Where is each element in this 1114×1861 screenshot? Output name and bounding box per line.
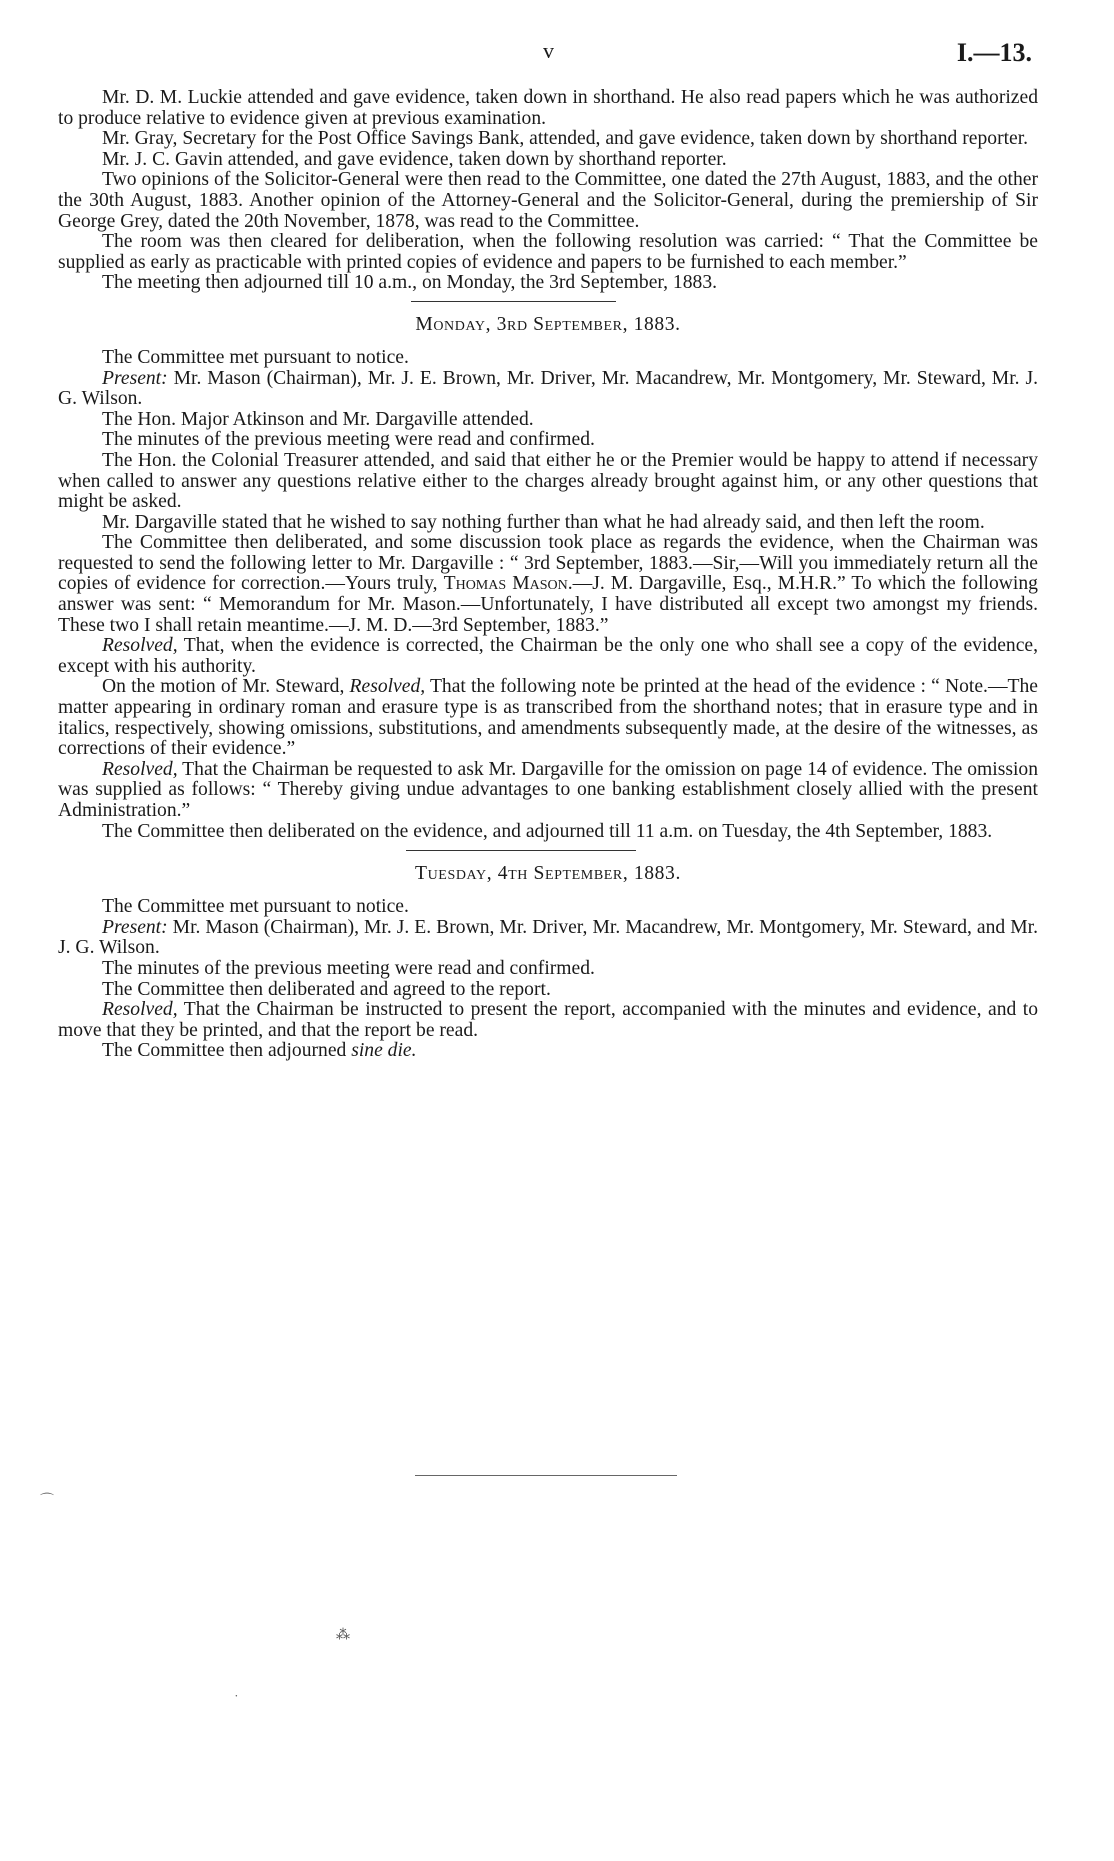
letter-text-continued: .—J. M. Dargaville, Esq., M.H.R.” To which the following answer was sent: “ Memorandum for Mr. Mason.—Unfortunately, I have distributed all except two amongst my friends. These two I shall retain meantime.—J. M. D.—3rd September, 1883.” [58, 573, 1038, 636]
paragraph: The minutes of the previous meeting were read and confirmed. [102, 429, 595, 451]
paragraph: The Hon. the Colonial Treasurer attended, and said that either he or the Premier would be happy to attend if necessary when called to answer any questions relative either to the charges already brought against him, or any other questions that might be asked. [58, 449, 1038, 513]
present-label: Present: [102, 367, 168, 389]
ink-speck: ˙ [234, 1693, 239, 1708]
paragraph: The minutes of the previous meeting were read and confirmed. [102, 957, 595, 979]
paragraph: The Committee met pursuant to notice. [102, 896, 409, 918]
page-header [0, 38, 1114, 72]
paragraph: The meeting then adjourned till 10 a.m., on Monday, the 3rd September, 1883. [102, 272, 718, 294]
resolved-label: Resolved, [349, 676, 426, 698]
paragraph: Mr. Dargaville stated that he wished to say nothing further than what he had already said, and then left the room. [102, 511, 985, 533]
paragraph: The Committee then deliberated and agreed to the report. [102, 978, 551, 1000]
letter-paragraph [58, 533, 1038, 636]
page-number: v [543, 38, 555, 63]
resolution-paragraph [58, 677, 1038, 759]
section-divider [406, 850, 636, 851]
resolved-label: Resolved, [102, 758, 178, 780]
document-body [58, 88, 1038, 1062]
present-paragraph [58, 918, 1038, 959]
adjourn-text: The Committee then adjourned [102, 1040, 352, 1062]
end-rule [415, 1475, 677, 1476]
resolved-label: Resolved, [102, 635, 178, 657]
resolution-text: That the Chairman be requested to ask Mr. Dargaville for the omission on page 14 of evidence. The omission was supplied as follows: “ Thereby giving undue advantages to one banking establishment closely allied with the present Administration.” [58, 758, 1038, 821]
resolution-paragraph [58, 636, 1038, 677]
signatory-name: Thomas Mason [443, 573, 568, 595]
sine-die: sine die. [351, 1040, 417, 1062]
paragraph: Mr. J. C. Gavin attended, and gave evidence, taken down by shorthand reporter. [102, 148, 727, 170]
paragraph: Mr. Gray, Secretary for the Post Office Savings Bank, attended, and gave evidence, taken down by shorthand reporter. [102, 128, 1029, 150]
paragraph: The Committee then deliberated on the evidence, and adjourned till 11 a.m. on Tuesday, the 4th September, 1883. [102, 820, 993, 842]
resolution-text: That, when the evidence is corrected, the Chairman be the only one who shall see a copy of the evidence, except with his authority. [58, 635, 1038, 677]
present-label: Present: [102, 916, 168, 938]
resolution-text: That the following note be printed at the head of the evidence : “ Note.—The matter appearing in ordinary roman and erasure type is as transcribed from the shorthand notes; that in erasure type and in italics, respectively, showing omissions, substitutions, and amendments subsequently made, at the desire of the witnesses, as corrections of their evidence.” [58, 676, 1039, 760]
paragraph [58, 1041, 1038, 1062]
present-paragraph [58, 369, 1038, 410]
motion-text: On the motion of Mr. Steward, [102, 676, 350, 698]
resolution-paragraph [58, 1000, 1038, 1041]
paragraph: Two opinions of the Solicitor-General were then read to the Committee, one dated the 27th August, 1883, and the other the 30th August, 1883. Another opinion of the Attorney-General and the Solicitor-General, during the premiership of Sir George Grey, dated the 20th November, 1878, was read to the Committee. [58, 169, 1038, 232]
ink-speck: ⁂ [336, 1628, 350, 1643]
paragraph: The Committee met pursuant to notice. [102, 346, 409, 368]
paragraph: The room was then cleared for deliberation, when the following resolution was carried: “ That the Committee be supplied as early as practicable with printed copies of evidence and papers to be furnished to each member.” [58, 231, 1038, 273]
present-members: Mr. Mason (Chairman), Mr. J. E. Brown, Mr. Driver, Mr. Macandrew, Mr. Montgomery, Mr. Steward, Mr. J. G. Wilson. [58, 367, 1038, 410]
resolution-paragraph [58, 760, 1038, 822]
resolution-text: That the Chairman be instructed to present the report, accompanied with the minutes and evidence, and to move that they be printed, and that the report be read. [58, 999, 1038, 1041]
document-reference: I.—13. [956, 38, 1032, 67]
paragraph: The Hon. Major Atkinson and Mr. Dargaville attended. [102, 408, 534, 430]
section-heading-monday: Monday, 3rd September, 1883. [415, 313, 681, 335]
resolved-label: Resolved, [102, 999, 178, 1021]
ink-speck: ⌒ [40, 1494, 54, 1509]
letter-text: The Committee then deliberated, and some discussion took place as regards the evidence, when the Chairman was requested to send the following letter to Mr. Dargaville : “ 3rd September, 1883.—Sir,—Will you immediately return all the copies of evidence for correction.—Yours truly, [58, 532, 1038, 595]
paragraph: Mr. D. M. Luckie attended and gave evidence, taken down in shorthand. He also read papers which he was authorized to produce relative to evidence given at previous examination. [58, 87, 1038, 129]
present-members: Mr. Mason (Chairman), Mr. J. E. Brown, Mr. Driver, Mr. Macandrew, Mr. Montgomery, Mr. Steward, and Mr. J. G. Wilson. [58, 916, 1038, 959]
section-divider [411, 301, 616, 302]
section-heading-tuesday: Tuesday, 4th September, 1883. [415, 863, 681, 885]
